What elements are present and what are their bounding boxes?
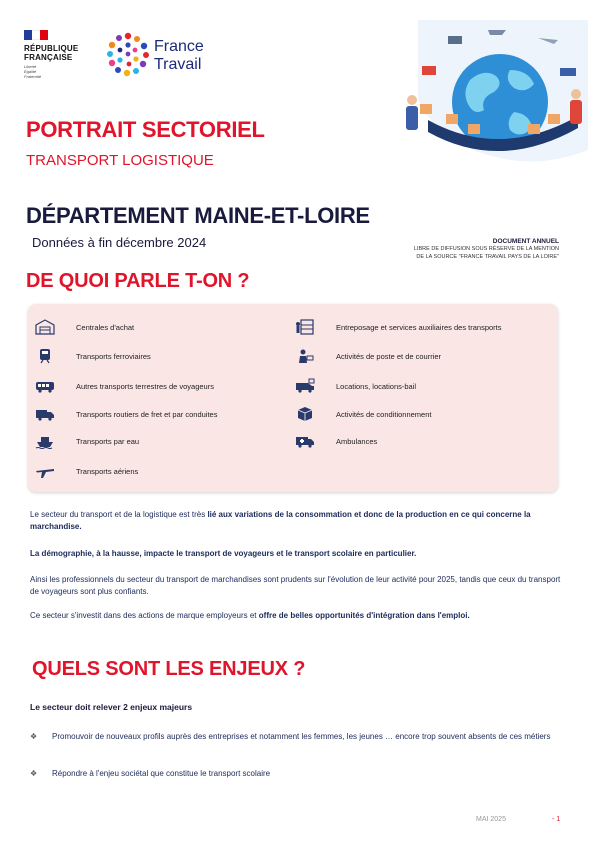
diamond-bullet-icon: ❖ xyxy=(30,769,38,778)
van-icon xyxy=(294,378,316,394)
challenge-text: Promouvoir de nouveaux profils auprès des entreprises et notamment les femmes, les jeunes … encore trop souvent absents de ces métiers xyxy=(52,732,551,741)
activity-label: Activités de conditionnement xyxy=(336,409,432,419)
notice-line1: LIBRE DE DIFFUSION SOUS RÉSERVE DE LA MENTION xyxy=(413,246,559,252)
department-title: DÉPARTEMENT MAINE-ET-LOIRE xyxy=(26,203,370,228)
paragraph-employer-brand: Ce secteur s'investit dans des actions de marque employeurs et offre de belles opportunités d'intégration dans l'emploi. xyxy=(30,611,470,620)
activity-label: Transports aériens xyxy=(76,466,139,476)
postman-icon xyxy=(294,348,316,364)
storage-icon xyxy=(294,319,316,335)
activity-item xyxy=(34,461,138,481)
activities-box xyxy=(28,304,558,492)
notice-line2: DE LA SOURCE "FRANCE TRAVAIL PAYS DE LA LOIRE" xyxy=(416,254,559,260)
activity-item xyxy=(294,346,441,366)
activity-item xyxy=(34,346,151,366)
section-heading-definition: DE QUOI PARLE T-ON ? xyxy=(26,270,250,292)
activity-label: Transports ferroviaires xyxy=(76,351,151,361)
airplane-icon xyxy=(34,463,56,479)
activity-item xyxy=(294,376,416,396)
activity-label: Locations, locations-bail xyxy=(336,381,417,391)
truck-icon xyxy=(34,406,56,422)
ambulance-icon xyxy=(294,433,316,449)
france-travail-logo xyxy=(104,30,244,80)
page-subtitle: TRANSPORT LOGISTIQUE xyxy=(26,152,214,169)
challenge-text: Répondre à l'enjeu sociétal que constitue le transport scolaire xyxy=(52,769,271,778)
ship-icon xyxy=(34,433,56,449)
activity-item xyxy=(294,404,431,424)
rf-motto: Liberté Égalité Fraternité xyxy=(24,64,42,79)
rf-line1: RÉPUBLIQUE xyxy=(24,44,79,53)
data-date: Données à fin décembre 2024 xyxy=(32,235,207,250)
challenges-intro: Le secteur doit relever 2 enjeux majeurs xyxy=(30,702,193,712)
activity-label: Autres transports terrestres de voyageurs xyxy=(76,381,214,391)
paragraph-demography: La démographie, à la hausse, impacte le transport de voyageurs et le transport scolaire en particulier. xyxy=(30,549,417,558)
challenge-item xyxy=(30,731,565,742)
republique-francaise-logo xyxy=(24,30,94,79)
activity-item xyxy=(34,317,134,337)
logistics-globe-illustration xyxy=(388,20,588,165)
activity-label: Transports routiers de fret et par conduites xyxy=(76,409,218,419)
footer-date: MAI 2025 xyxy=(476,816,506,823)
activity-label: Activités de poste et de courrier xyxy=(336,351,442,361)
activity-label: Transports par eau xyxy=(76,436,140,446)
paragraph-consumption: Le secteur du transport et de la logistique est très lié aux variations de la consommation et donc de la production en ce qui concerne la marchandise. xyxy=(30,510,531,531)
rf-line2: FRANÇAISE xyxy=(24,53,73,62)
activity-item xyxy=(34,376,214,396)
activity-item xyxy=(34,431,139,451)
train-icon xyxy=(34,348,56,364)
document-type: DOCUMENT ANNUEL xyxy=(492,238,559,245)
document-notice xyxy=(359,238,559,261)
page-title: PORTRAIT SECTORIEL xyxy=(26,117,265,142)
section-heading-challenges: QUELS SONT LES ENJEUX ? xyxy=(32,658,306,680)
paragraph-outlook: Ainsi les professionnels du secteur du transport de marchandises sont prudents sur l'évolution de leur activité pour 2025, tandis que ceux du transport de voyageurs sont plus confiants. xyxy=(30,575,561,596)
activity-label: Entreposage et services auxiliaires des transports xyxy=(336,322,502,332)
page-number: - 1 xyxy=(552,816,561,823)
bus-icon xyxy=(34,378,56,394)
activity-item xyxy=(294,431,377,451)
warehouse-icon xyxy=(34,319,56,335)
activity-label: Centrales d'achat xyxy=(76,322,135,332)
diamond-bullet-icon: ❖ xyxy=(30,732,38,741)
package-icon xyxy=(294,406,316,422)
activity-item xyxy=(294,317,502,337)
france-travail-dots-icon xyxy=(104,30,152,78)
activity-item xyxy=(34,404,217,424)
france-travail-wordmark: France Travail xyxy=(154,38,204,73)
activity-label: Ambulances xyxy=(336,436,378,446)
french-flag-icon xyxy=(24,30,48,40)
challenge-item xyxy=(30,768,565,779)
